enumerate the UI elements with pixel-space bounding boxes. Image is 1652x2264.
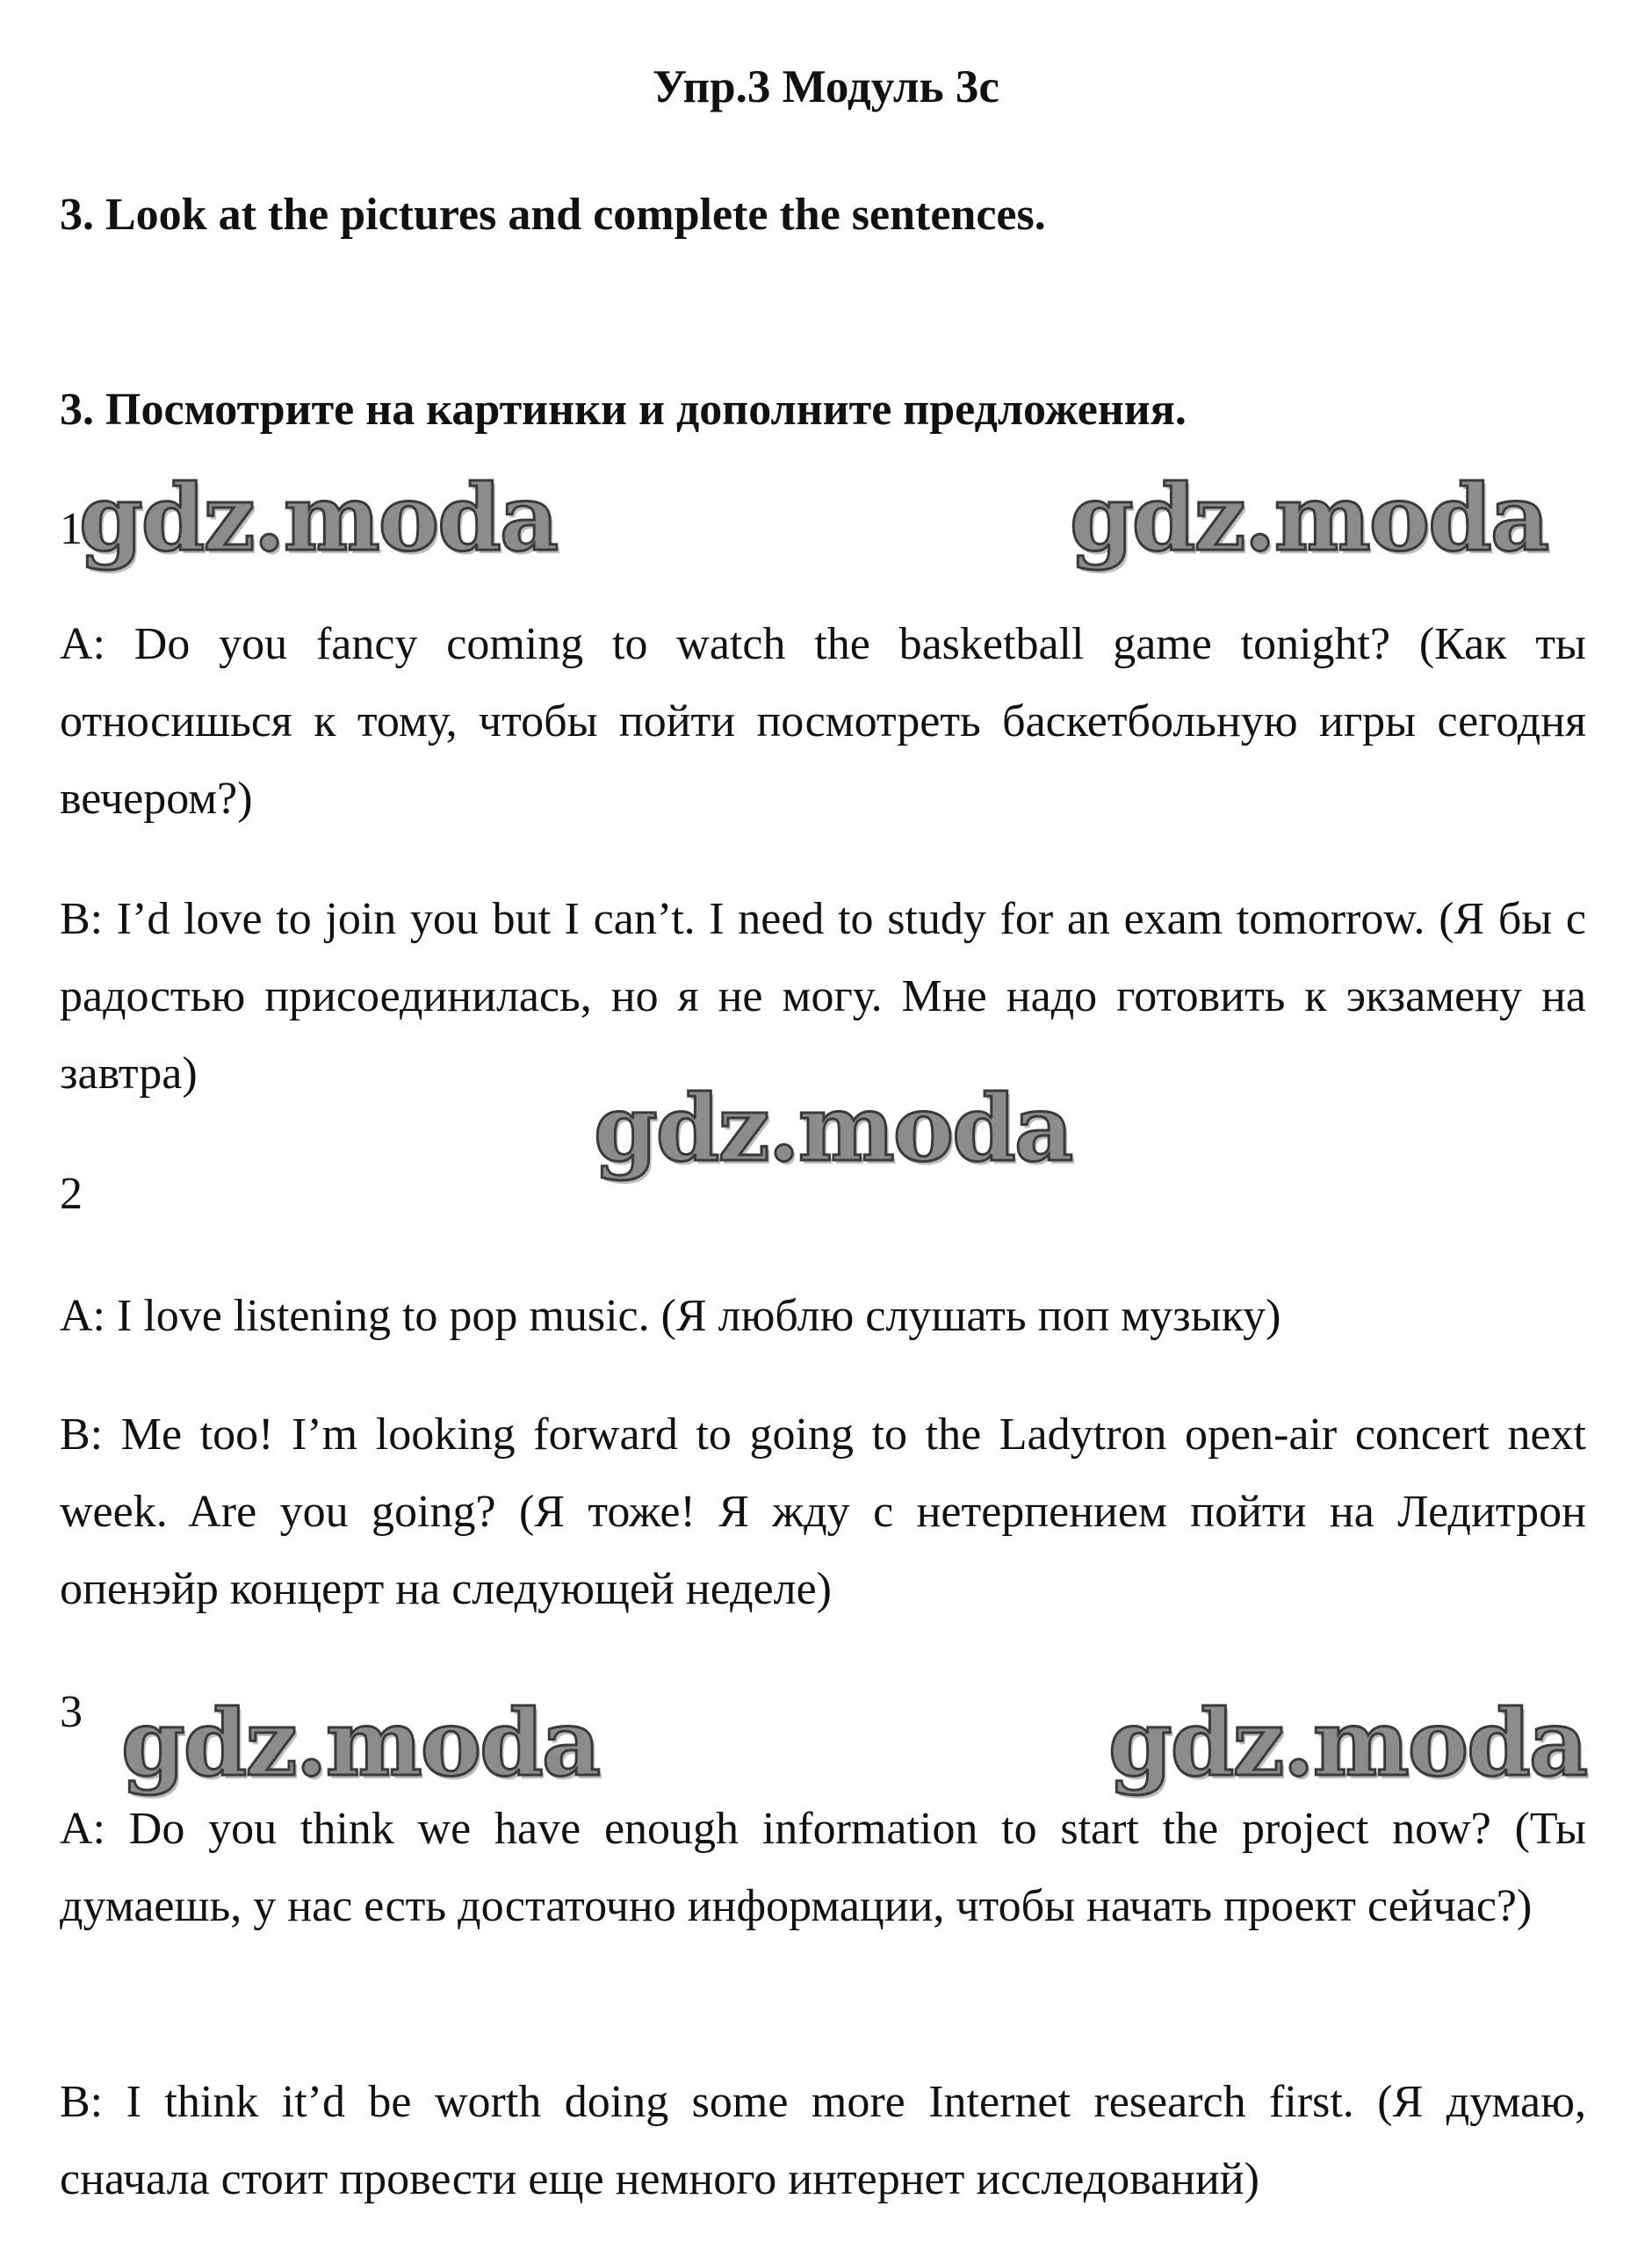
watermark-logo: gdz.moda <box>121 1689 600 1797</box>
item-2-line-b: B: Me too! I’m looking forward to going to the Ladytron open-air concert next week. Are you going? (Я тоже! Я жду с нетерпением пойти на Ледитрон опенэйр концерт на следующей неделе) <box>60 1410 1586 1614</box>
item-2-line-a: A: I love listening to pop music. (Я люблю слушать поп музыку) <box>60 1291 1281 1341</box>
item-1-line-a: A: Do you fancy coming to watch the basketball game tonight? (Как ты относишься к тому, чтобы пойти посмотреть баскетбольную игры сегодня вечером?) <box>60 619 1586 824</box>
watermark-logo: gdz.moda <box>1070 464 1548 572</box>
item-3-number: 3 <box>60 1687 83 1737</box>
item-3-line-a: A: Do you think we have enough information to start the project now? (Ты думаешь, у нас есть достаточно информации, чтобы начать проект сейчас?) <box>60 1804 1586 1931</box>
instruction-russian: 3. Посмотрите на картинки и дополните предложения. <box>60 385 1187 435</box>
watermark-logo: gdz.moda <box>79 464 558 572</box>
item-3-line-b: B: I think it’d be worth doing some more Internet research first. (Я думаю, сначала стоит провести еще немного интернет исследований) <box>60 2077 1586 2204</box>
item-2-number: 2 <box>60 1169 83 1219</box>
watermark-logo: gdz.moda <box>594 1074 1072 1182</box>
item-1-line-b: B: I’d love to join you but I can’t. I need to study for an exam tomorrow. (Я бы с радостью присоединилась, но я не могу. Мне надо готовить к экзамену на завтра) <box>60 894 1586 1099</box>
page-title: Упр.3 Модуль 3с <box>653 61 999 112</box>
watermark-logo: gdz.moda <box>1108 1689 1587 1797</box>
item-1-number: 1 <box>60 504 83 554</box>
instruction-english: 3. Look at the pictures and complete the sentences. <box>60 190 1046 240</box>
